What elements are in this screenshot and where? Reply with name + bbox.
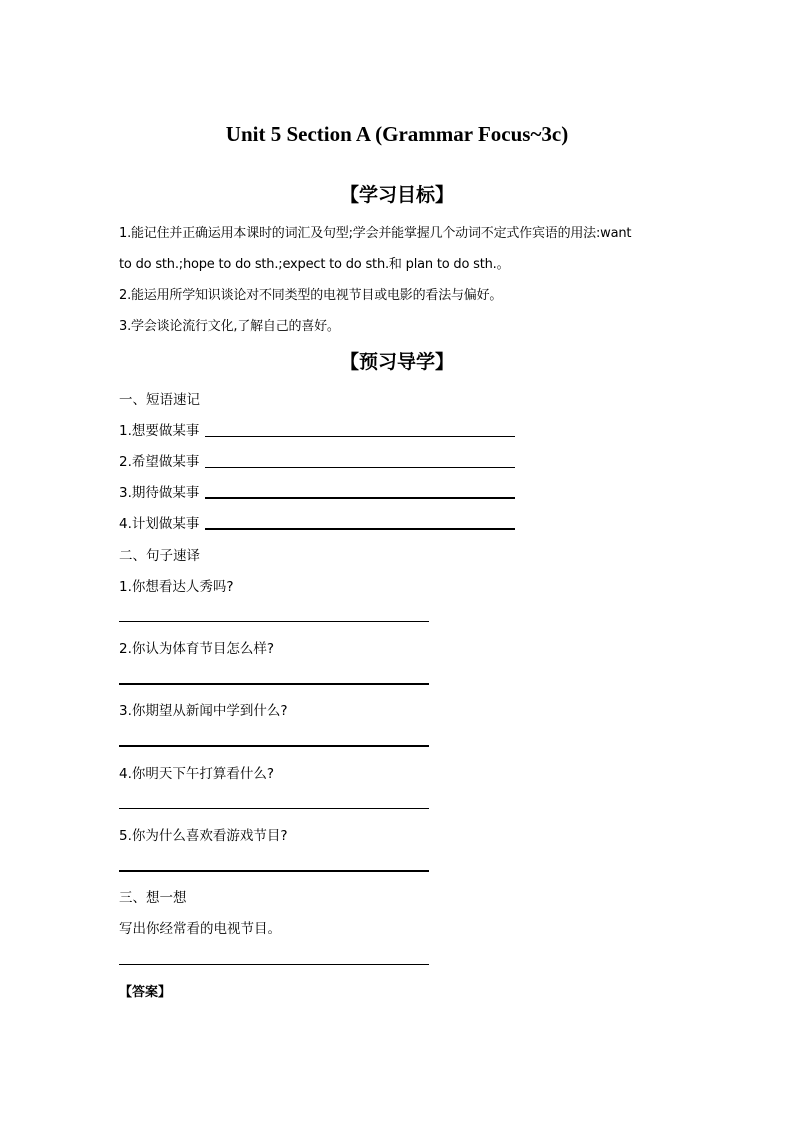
phrase-blank[interactable] — [205, 466, 515, 468]
answer-blank[interactable] — [119, 870, 429, 872]
phrase-label: 4.计划做某事 — [119, 516, 200, 532]
sentence-prompt: 5.你为什么喜欢看游戏节目? — [119, 828, 288, 844]
answer-blank[interactable] — [119, 683, 429, 685]
objective-1a: 1.能记住并正确运用本课时的词汇及句型;学会并能掌握几个动词不定式作宾语的用法:want — [119, 226, 632, 241]
phrase-blank[interactable] — [205, 496, 515, 499]
objective-1b: to do sth.;hope to do sth.;expect to do sth.和 plan to do sth.。 — [119, 257, 510, 272]
sentence-prompt: 1.你想看达人秀吗? — [119, 579, 234, 595]
page-title: Unit 5 Section A (Grammar Focus~3c) — [225, 122, 569, 146]
phrase-label: 3.期待做某事 — [119, 485, 200, 501]
answer-blank[interactable] — [119, 745, 429, 747]
phrase-blank[interactable] — [205, 527, 515, 530]
part3-prompt: 写出你经常看的电视节目。 — [119, 921, 281, 937]
phrase-row — [119, 512, 515, 532]
answer-label: 【答案】 — [119, 985, 172, 1000]
part2-title: 二、句子速译 — [119, 548, 200, 564]
sentence-prompt: 3.你期望从新闻中学到什么? — [119, 703, 288, 719]
sentence-prompt: 2.你认为体育节目怎么样? — [119, 641, 275, 657]
preview-heading: 【预习导学】 — [339, 351, 454, 373]
answer-blank[interactable] — [119, 964, 429, 965]
answer-blank[interactable] — [119, 621, 429, 622]
phrase-row — [119, 481, 515, 501]
objectives-heading: 【学习目标】 — [339, 184, 454, 206]
part1-title: 一、短语速记 — [119, 392, 200, 408]
phrase-label: 1.想要做某事 — [119, 423, 200, 439]
phrase-blank[interactable] — [205, 435, 515, 437]
objective-3: 3.学会谈论流行文化,了解自己的喜好。 — [119, 319, 340, 334]
phrase-row — [119, 419, 515, 439]
phrase-row — [119, 450, 515, 470]
sentence-prompt: 4.你明天下午打算看什么? — [119, 766, 275, 782]
objective-2: 2.能运用所学知识谈论对不同类型的电视节目或电影的看法与偏好。 — [119, 288, 503, 303]
part3-title: 三、想一想 — [119, 890, 187, 906]
phrase-label: 2.希望做某事 — [119, 454, 200, 470]
answer-blank[interactable] — [119, 808, 429, 809]
